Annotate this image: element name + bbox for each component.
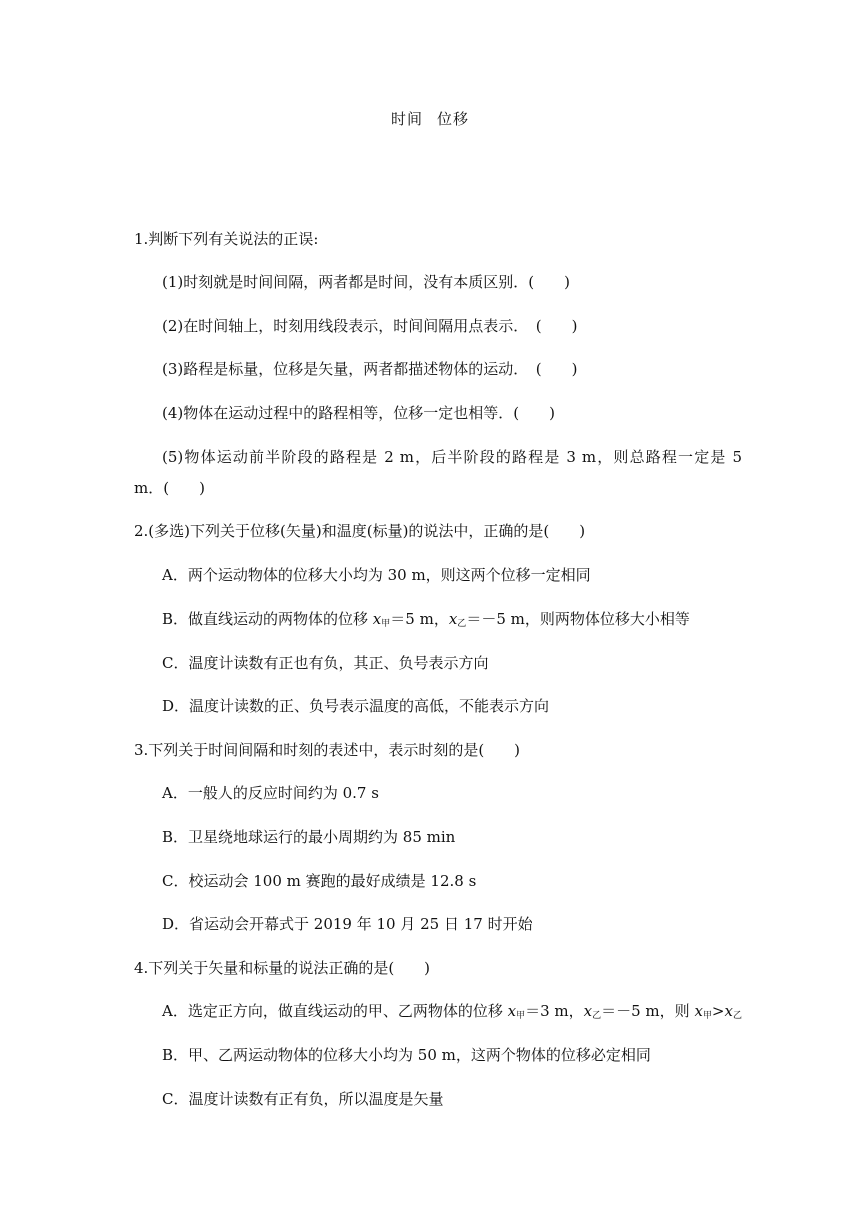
option-a-text-1: A．选定正方向，做直线运动的甲、乙两物体的位移 — [162, 1002, 508, 1020]
option-a-text-3: ＝－5 m，则 — [601, 1002, 695, 1020]
question-1-item-3: (3)路程是标量，位移是矢量，两者都描述物体的运动． ( ) — [162, 360, 578, 378]
question-2-option-c: C．温度计读数有正也有负，其正、负号表示方向 — [162, 654, 489, 672]
question-2-stem: 2.(多选)下列关于位移(矢量)和温度(标量)的说法中，正确的是( ) — [134, 522, 586, 540]
question-3-option-d: D．省运动会开幕式于 2019 年 10 月 25 日 17 时开始 — [162, 915, 533, 933]
question-1-item-1: (1)时刻就是时间间隔，两者都是时间，没有本质区别．( ) — [162, 273, 570, 291]
question-1-item-5: (5)物体运动前半阶段的路程是 2 m，后半阶段的路程是 3 m，则总路程一定是 5 — [162, 448, 742, 466]
greater-than-sign: > — [711, 1002, 725, 1020]
question-2-option-d: D．温度计读数的正、负号表示温度的高低，不能表示方向 — [162, 697, 550, 715]
subscript-yi: 乙 — [732, 1011, 742, 1021]
question-1-stem: 1.判断下列有关说法的正误: — [134, 230, 319, 248]
question-3-option-a: A．一般人的反应时间约为 0.7 s — [162, 784, 379, 802]
symbol-x: x — [448, 610, 458, 628]
option-a-text-2: ＝3 m， — [525, 1002, 584, 1020]
option-b-text-3: ＝－5 m，则两物体位移大小相等 — [466, 610, 690, 628]
subscript-yi: 乙 — [457, 619, 467, 629]
subscript-jia: 甲 — [516, 1011, 526, 1021]
symbol-x: x — [372, 610, 382, 628]
title-part-time: 时间 — [390, 110, 423, 128]
question-4-stem: 4.下列关于矢量和标量的说法正确的是( ) — [134, 959, 431, 977]
subscript-jia: 甲 — [381, 619, 391, 629]
question-2-option-b — [162, 608, 690, 629]
question-2-option-a: A．两个运动物体的位移大小均为 30 m，则这两个位移一定相同 — [162, 566, 591, 584]
question-4-option-c: C．温度计读数有正有负，所以温度是矢量 — [162, 1090, 444, 1108]
question-1-item-2: (2)在时间轴上，时刻用线段表示，时间间隔用点表示． ( ) — [162, 317, 578, 335]
option-b-text-1: B．做直线运动的两物体的位移 — [162, 610, 373, 628]
question-3-stem: 3.下列关于时间间隔和时刻的表述中，表示时刻的是( ) — [134, 741, 521, 759]
question-3-option-c: C．校运动会 100 m 赛跑的最好成绩是 12.8 s — [162, 872, 477, 890]
subscript-jia: 甲 — [702, 1011, 712, 1021]
question-1-item-4: (4)物体在运动过程中的路程相等，位移一定也相等．( ) — [162, 404, 555, 422]
subscript-yi: 乙 — [592, 1011, 602, 1021]
title-part-displacement: 位移 — [437, 110, 470, 128]
question-1-item-5-continued: m．( ) — [134, 479, 205, 497]
question-4-option-a — [162, 1000, 742, 1021]
page-title — [0, 108, 860, 129]
symbol-x: x — [724, 1002, 733, 1020]
symbol-x: x — [583, 1002, 593, 1020]
symbol-x: x — [507, 1002, 517, 1020]
option-b-text-2: ＝5 m， — [390, 610, 449, 628]
question-4-option-b: B．甲、乙两运动物体的位移大小均为 50 m，这两个物体的位移必定相同 — [162, 1046, 651, 1064]
symbol-x: x — [694, 1002, 703, 1020]
question-3-option-b: B．卫星绕地球运行的最小周期约为 85 min — [162, 828, 456, 846]
